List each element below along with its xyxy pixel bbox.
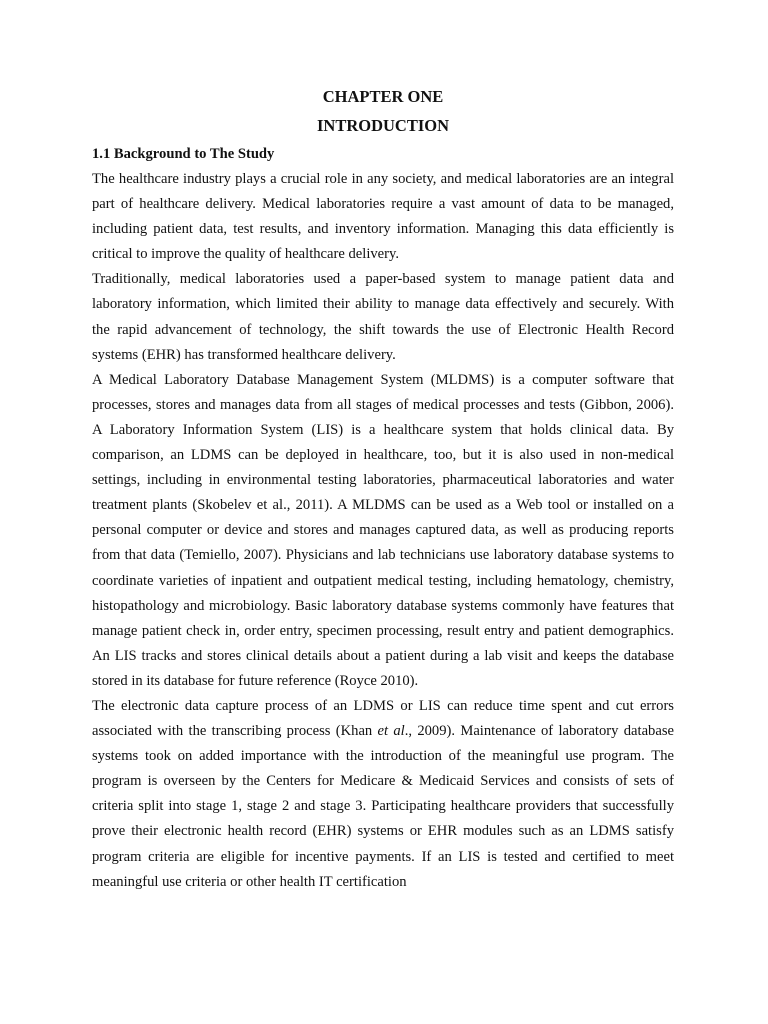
paragraph-text-before-citation: The electronic data capture process of an LDMS or LIS can reduce time spent and cut errors associated with the transcribing process (Khan — [92, 697, 674, 740]
chapter-subtitle: INTRODUCTION — [316, 116, 450, 135]
paragraph-paper-based-systems: Traditionally, medical laboratories used a paper-based system to manage patient data and laboratory information, which limited their ability to manage data effectively and securely. With the rapid advancement of technology, the shift towards the use of Electronic Health Record systems (EHR) has transformed healthcare delivery. — [92, 271, 674, 363]
paragraph-text-after-citation: ., 2009). Maintenance of laboratory database systems took on added importance with the introduction of the meaningful use program. The program is overseen by the Centers for Medicare & Medicaid Services and consists of sets of criteria split into stage 1, stage 2 and stage 3. Participating healthcare providers that successfully prove their electronic health record (EHR) systems or EHR modules such as an LDMS satisfy program criteria are eligible for incentive payments. If an LIS is tested and certified to meet meaningful use criteria or other health IT certification — [92, 723, 674, 890]
chapter-title: CHAPTER ONE — [322, 87, 444, 106]
section-heading: 1.1 Background to The Study — [92, 146, 275, 162]
paragraph-mldms-definition: A Medical Laboratory Database Management System (MLDMS) is a computer software that processes, stores and manages data from all stages of medical processes and tests (Gibbon, 2006). A Laboratory Information System (LIS) is a healthcare system that holds clinical data. By comparison, an LDMS can be deployed in healthcare, too, but it is also used in non-medical settings, including in environmental testing laboratories, pharmaceutical laboratories and water treatment plants (Skobelev et al., 2011). A MLDMS can be used as a Web tool or installed on a personal computer or device and stores and manages captured data, as well as producing reports from that data (Temiello, 2007). Physicians and lab technicians use laboratory database systems to coordinate varieties of inpatient and outpatient medical testing, including hematology, chemistry, histopathology and microbiology. Basic laboratory database systems commonly have features that manage patient check in, order entry, specimen processing, result entry and patient demographics. An LIS tracks and stores clinical details about a patient during a lab visit and keeps the database stored in its database for future reference (Royce 2010). — [92, 371, 674, 689]
paragraph-healthcare-industry: The healthcare industry plays a crucial role in any society, and medical laboratories are an integral part of healthcare delivery. Medical laboratories require a vast amount of data to be managed, including patient data, test results, and inventory information. Managing this data efficiently is critical to improve the quality of healthcare delivery. — [92, 171, 674, 263]
paragraph-electronic-data-capture — [92, 694, 674, 895]
citation-et-al: et al — [377, 723, 405, 740]
document-page — [92, 84, 674, 895]
